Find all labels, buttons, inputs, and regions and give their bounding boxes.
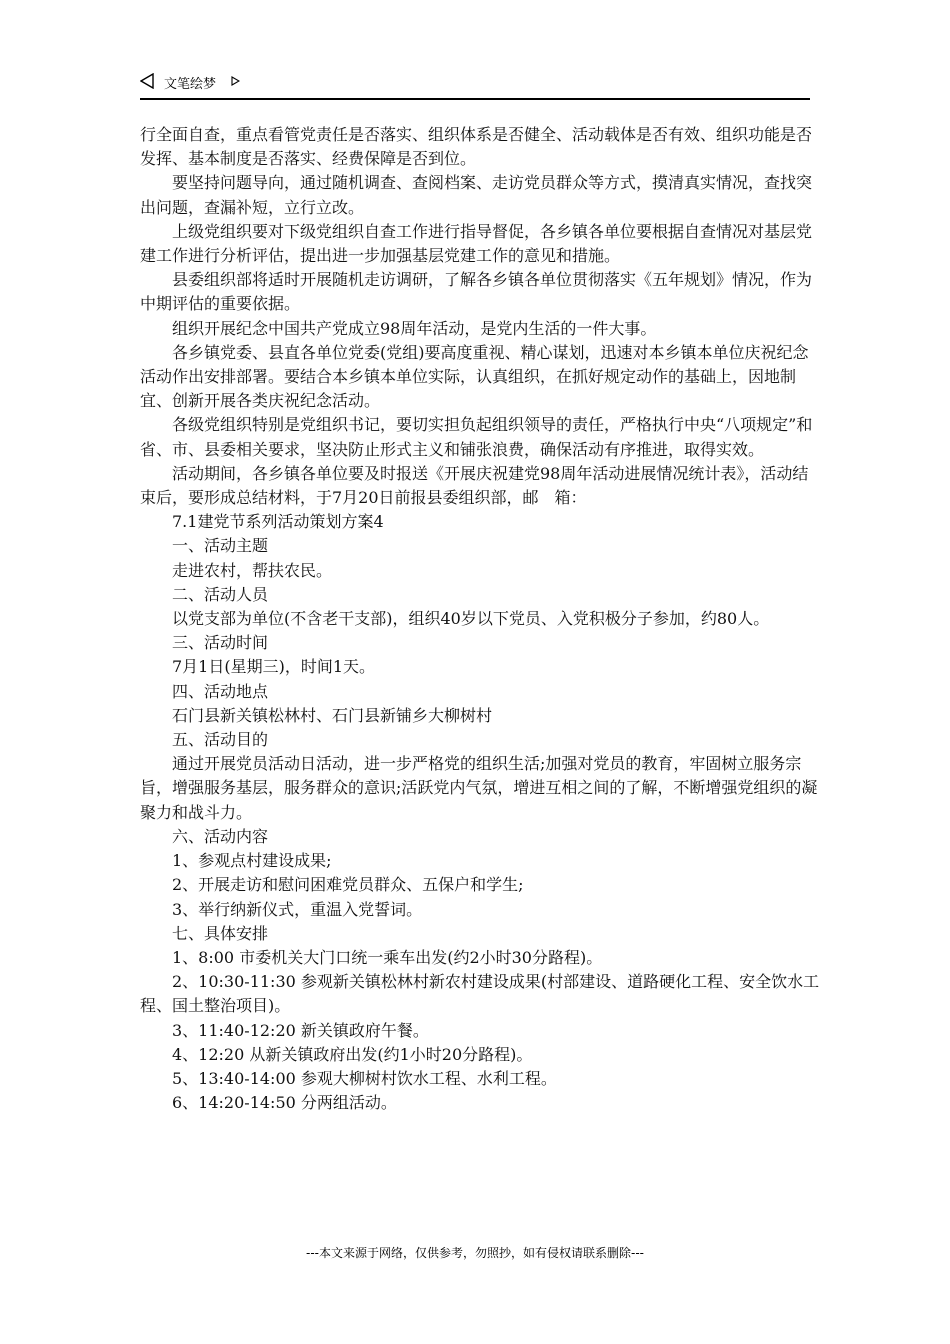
paragraph: 2、开展走访和慰问困难党员群众、五保户和学生; [172,875,524,895]
paragraph: 2、10:30-11:30 参观新关镇松林村新农村建设成果(村部建设、道路硬化工程、安全饮水工程、国土整治项目)。 [140,972,820,1016]
paragraph: 各乡镇党委、县直各单位党委(党组)要高度重视、精心谋划，迅速对本乡镇本单位庆祝纪念活动作出安排部署。要结合本乡镇本单位实际，认真组织，在抓好规定动作的基础上，因地制宜、创新开展各类庆祝纪念活动。 [140,342,809,411]
paragraph: 4、12:20 从新关镇政府出发(约1小时20分路程)。 [172,1044,533,1064]
paragraph: 组织开展纪念中国共产党成立98周年活动，是党内生活的一件大事。 [172,318,657,338]
paragraph: 活动期间，各乡镇各单位要及时报送《开展庆祝建党98周年活动进展情况统计表》，活动结束后，要形成总结材料，于7月20日前报县委组织部，邮 箱： [140,463,809,508]
paragraph: 1、8:00 市委机关大门口统一乘车出发(约2小时30分路程)。 [172,947,603,967]
paragraph: 石门县新关镇松林村、石门县新铺乡大柳树村 [172,705,493,725]
paragraph: 上级党组织要对下级党组织自查工作进行指导督促，各乡镇各单位要根据自查情况对基层党建工作进行分析评估，提出进一步加强基层党建工作的意见和措施。 [140,221,813,266]
page-header [140,70,810,100]
paragraph: 五、活动目的 [172,730,269,750]
paragraph: 县委组织部将适时开展随机走访调研，了解各乡镇各单位贯彻落实《五年规划》情况，作为中期评估的重要依据。 [140,270,813,314]
paragraph: 5、13:40-14:00 参观大柳树村饮水工程、水利工程。 [172,1068,557,1088]
triangle-right-outline-icon [231,76,240,86]
footer-disclaimer: ---本文来源于网络，仅供参考，勿照抄，如有侵权请联系删除--- [306,1246,644,1260]
paragraph: 三、活动时间 [172,633,269,653]
paragraph: 3、11:40-12:20 新关镇政府午餐。 [172,1020,429,1040]
paragraph: 走进农村，帮扶农民。 [172,560,333,580]
paragraph: 六、活动内容 [172,826,269,846]
document-body [140,123,820,1115]
paragraph: 6、14:20-14:50 分两组活动。 [172,1093,397,1113]
paragraph: 通过开展党员活动日活动，进一步严格党的组织生活;加强对党员的教育，牢固树立服务宗旨，增强服务基层，服务群众的意识;活跃党内气氛，增进互相之间的了解，不断增强党组织的凝聚力和战斗力。 [140,754,818,822]
paragraph: 要坚持问题导向，通过随机调查、查阅档案、走访党员群众等方式，摸清真实情况，查找突出问题，查漏补短，立行立改。 [140,173,813,217]
paragraph: 1、参观点村建设成果; [172,851,332,871]
header-brand: 文笔绘梦 [164,77,217,92]
paragraph: 各级党组织特别是党组织书记，要切实担负起组织领导的责任，严格执行中央“八项规定”和省、市、县委相关要求，坚决防止形式主义和铺张浪费，确保活动有序推进，取得实效。 [140,415,813,459]
paragraph: 7月1日(星期三)，时间1天。 [172,657,376,677]
paragraph: 二、活动人员 [172,584,269,604]
paragraph: 3、举行纳新仪式，重温入党誓词。 [172,899,423,919]
paragraph: 七、具体安排 [172,923,269,943]
triangle-left-outline-icon [140,73,154,89]
paragraph: 7.1建党节系列活动策划方案4 [172,512,384,532]
paragraph: 四、活动地点 [172,681,269,701]
paragraph: 以党支部为单位(不含老干支部)，组织40岁以下党员、入党积极分子参加，约80人。 [172,609,770,629]
paragraph: 一、活动主题 [172,536,269,556]
paragraph: 行全面自查，重点看管党责任是否落实、组织体系是否健全、活动载体是否有效、组织功能是否发挥、基本制度是否落实、经费保障是否到位。 [140,125,813,169]
